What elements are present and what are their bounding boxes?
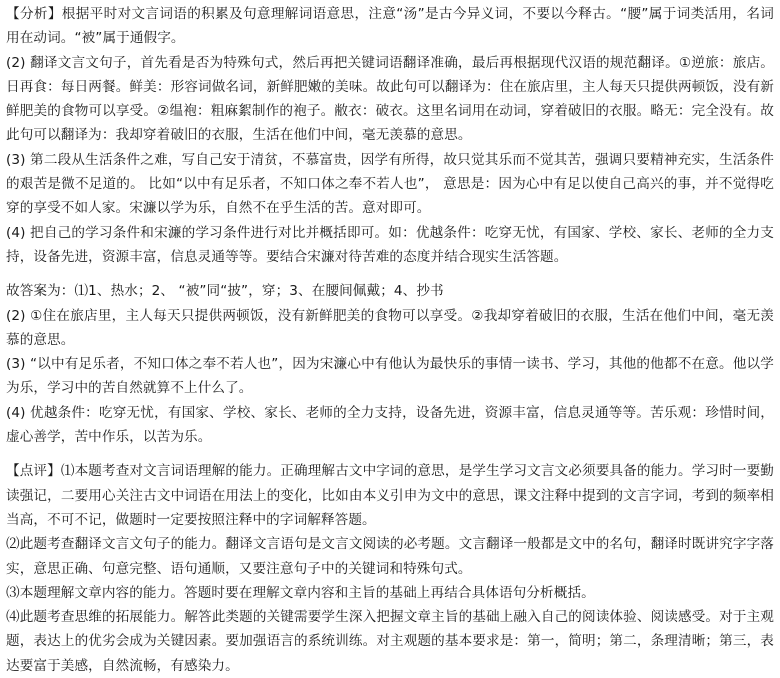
answer-section <box>6 279 774 449</box>
comment-section <box>6 459 774 678</box>
answer-paragraph-4: (4) 优越条件：吃穿无忧，有国家、学校、家长、老师的全力支持，设备先进，资源丰富，信息灵通等等。苦乐观：珍惜时间，虚心善学，苦中作乐，以苦为乐。 <box>6 404 774 446</box>
answer-paragraph-2: (2) ①住在旅店里，主人每天只提供两顿饭，没有新鲜肥美的食物可以享受。②我却穿着破旧的衣服，生活在他们中间，毫无羡慕的意思。 <box>6 307 774 348</box>
comment-paragraph-4: ⑷此题考查思维的拓展能力。解答此类题的关键需要学生深入把握文章主旨的基础上融入自己的阅读体验、阅读感受。对于主观题，表达上的优劣会成为关键因素。要加强语言的系统训练。对主观题的基本要求是：第一，简明；第二，条理清晰；第三，表达要富于美感，自然流畅，有感染力。 <box>6 609 774 674</box>
comment-paragraph-1: 【点评】⑴本题考查对文言词语理解的能力。正确理解古文中字词的意思，是学生学习文言文必须要具备的能力。学习时一要勤读强记，二要用心关注古文中词语在用法上的变化，比如由本义引申为文中的意思，课文注释中提到的文言字词，考到的频率相当高，不可不记，做题时一定要按照注释中的字词解释答题。 <box>6 463 774 528</box>
analysis-paragraph-3: (3) 第二段从生活条件之难，写自己安于清贫，不慕富贵，因学有所得，故只觉其乐而不觉其苦，强调只要精神充实，生活条件的艰苦是微不足道的。 比如“以中有足乐者，不知口体之奉不若人也”， 意思是：因为心中有足以使自己高兴的事，并不觉得吃穿的享受不如人家。宋濂以学为乐，自然不在乎生活的苦。意对即可。 <box>6 151 774 217</box>
answer-paragraph-1: 故答案为：⑴1、热水；2、 “被”同“披”，穿；3、在腰间佩戴；4、抄书 <box>6 283 444 300</box>
analysis-section <box>6 2 774 269</box>
comment-paragraph-3: ⑶本题理解文章内容的能力。答题时要在理解文章内容和主旨的基础上再结合具体语句分析概括。 <box>6 584 595 601</box>
comment-paragraph-2: ⑵此题考查翻译文言文句子的能力。翻译文言语句是文言文阅读的必考题。文言翻译一般都是文中的名句，翻译时既讲究字字落实，意思正确、句意完整、语句通顺，又要注意句子中的关键词和特殊句式。 <box>6 536 774 577</box>
analysis-paragraph-2: (2) 翻译文言文句子，首先看是否为特殊句式，然后再把关键词语翻译准确，最后再根据现代汉语的规范翻译。①逆旅：旅店。日再食：每日两餐。鲜美：形容词做名词，新鲜肥嫩的美味。故此句可以翻译为：住在旅店里，主人每天只提供两顿饭，没有新鲜肥美的食物可以享受。②缊袍：粗麻絮制作的袍子。敝衣：破衣。这里名词用在动词，穿着破旧的衣服。略无：完全没有。故此句可以翻译为：我却穿着破旧的衣服，生活在他们中间，毫无羡慕的意思。 <box>6 54 774 144</box>
answer-paragraph-3: (3) “以中有足乐者，不知口体之奉不若人也”，因为宋濂心中有他认为最快乐的事情一读书、学习，其他的他都不在意。他以学为乐，学习中的苦自然就算不上什么了。 <box>6 356 774 397</box>
analysis-paragraph-4: (4) 把自己的学习条件和宋濂的学习条件进行对比并概括即可。如：优越条件：吃穿无忧，有国家、学校、家长、老师的全力支持，设备先进，资源丰富，信息灵通等等。要结合宋濂对待苦难的态度并结合现实生活答题。 <box>6 224 774 265</box>
analysis-paragraph-1: 【分析】根据平时对文言词语的积累及句意理解词语意思，注意“汤”是古今异义词，不要以今释古。“腰”属于词类活用，名词用在动词。“被”属于通假字。 <box>6 6 774 47</box>
